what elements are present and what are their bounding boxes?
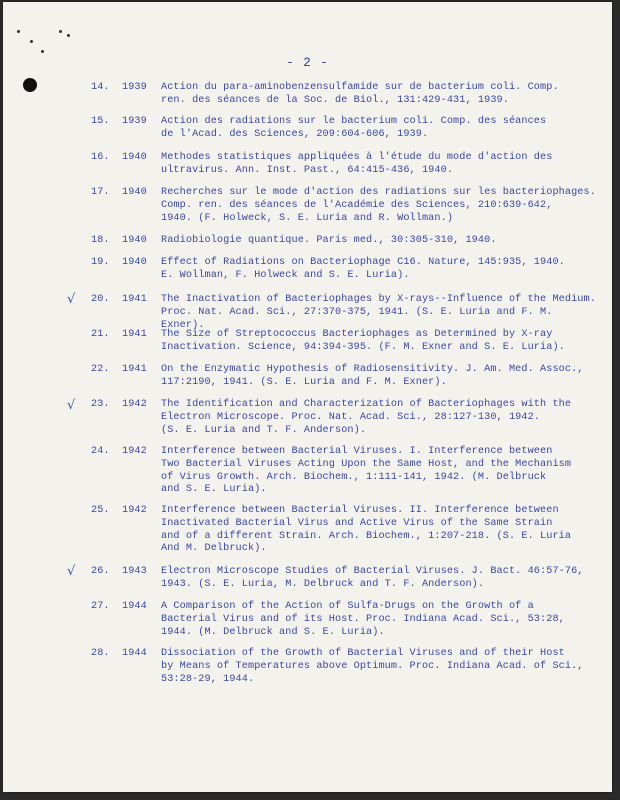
document-page: [3, 2, 612, 792]
entry-text: Dissociation of the Growth of Bacterial Viruses and of their Host by Means of Temperatures above Optimum. Proc. Indiana Acad. of Sci., 53:28-29, 1944.: [161, 648, 584, 685]
entry-number: 27.: [91, 601, 110, 612]
check-mark-icon: √: [67, 398, 76, 413]
speck: [30, 40, 33, 43]
entry-text: Electron Microscope Studies of Bacterial Viruses. J. Bact. 46:57-76, 1943. (S. E. Luria, M. Delbruck and T. F. Anderson).: [161, 566, 584, 590]
entry-year: 1944: [122, 648, 147, 659]
entry-number: 21.: [91, 329, 110, 340]
entry-number: 17.: [91, 187, 110, 198]
speck: [67, 34, 70, 37]
entry-text: Methodes statistiques appliquées à l'étude du mode d'action des ultravirus. Ann. Inst. Past., 64:415-436, 1940.: [161, 152, 553, 176]
entry-number: 18.: [91, 235, 110, 246]
entry-text: Interference between Bacterial Viruses. I. Interference between Two Bacterial Viruses Acting Upon the Same Host, and the Mechanism of Virus Growth. Arch. Biochem., 1:111-141, 1942. (M. Delbruck and S. E. Luria).: [161, 446, 572, 496]
entry-text: The Inactivation of Bacteriophages by X-rays--Influence of the Medium. Proc. Nat. Acad. Sci., 27:370-375, 1941. (S. E. Luria and F. M. Exner).: [161, 294, 596, 331]
entry-number: 14.: [91, 82, 110, 93]
entry-year: 1941: [122, 329, 147, 340]
check-mark-icon: √: [67, 564, 76, 579]
entry-year: 1941: [122, 364, 147, 375]
entry-year: 1942: [122, 399, 147, 410]
entry-text: Effect of Radiations on Bacteriophage C16. Nature, 145:935, 1940. E. Wollman, F. Holweck and S. E. Luria).: [161, 257, 565, 281]
punch-hole: [23, 78, 37, 92]
entry-year: 1940: [122, 257, 147, 268]
entry-text: Action des radiations sur le bacterium coli. Comp. des séances de l'Acad. des Sciences, 209:604-606, 1939.: [161, 116, 547, 140]
entry-number: 16.: [91, 152, 110, 163]
entry-number: 26.: [91, 566, 110, 577]
speck: [59, 30, 62, 33]
entry-year: 1939: [122, 116, 147, 127]
entry-year: 1944: [122, 601, 147, 612]
speck: [17, 30, 20, 33]
entry-number: 22.: [91, 364, 110, 375]
entry-number: 24.: [91, 446, 110, 457]
entry-year: 1942: [122, 505, 147, 516]
entry-text: The Identification and Characterization of Bacteriophages with the Electron Microscope. Proc. Nat. Acad. Sci., 28:127-130, 1942. (S. E. Luria and T. F. Anderson).: [161, 399, 572, 436]
check-mark-icon: √: [67, 292, 76, 307]
entry-number: 28.: [91, 648, 110, 659]
entry-text: Recherches sur le mode d'action des radiations sur les bacteriophages. Comp. ren. des séances de l'Académie des Sciences, 210:639-642, 1940. (F. Holweck, S. E. Luria and R. Wollman.): [161, 187, 596, 224]
entry-number: 15.: [91, 116, 110, 127]
entry-text: On the Enzymatic Hypothesis of Radiosensitivity. J. Am. Med. Assoc., 117:2190, 1941. (S. E. Luria and F. M. Exner).: [161, 364, 584, 388]
entry-number: 19.: [91, 257, 110, 268]
entry-year: 1940: [122, 235, 147, 246]
entry-number: 25.: [91, 505, 110, 516]
entry-year: 1941: [122, 294, 147, 305]
entry-year: 1940: [122, 152, 147, 163]
entry-year: 1939: [122, 82, 147, 93]
entry-year: 1940: [122, 187, 147, 198]
entry-number: 23.: [91, 399, 110, 410]
entry-text: Action du para-aminobenzensulfamide sur de bacterium coli. Comp. ren. des séances de la Soc. de Biol., 131:429-431, 1939.: [161, 82, 559, 106]
entry-text: A Comparison of the Action of Sulfa-Drugs on the Growth of a Bacterial Virus and of its Host. Proc. Indiana Acad. Sci., 53:28, 1944. (M. Delbruck and S. E. Luria).: [161, 601, 565, 638]
entry-number: 20.: [91, 294, 110, 305]
speck: [41, 50, 44, 53]
entry-year: 1942: [122, 446, 147, 457]
entry-year: 1943: [122, 566, 147, 577]
entry-text: The Size of Streptococcus Bacteriophages as Determined by X-ray Inactivation. Science, 94:394-395. (F. M. Exner and S. E. Luria).: [161, 329, 565, 353]
entry-text: Radiobiologie quantique. Paris med., 30:305-310, 1940.: [161, 235, 497, 246]
page-number: - 2 -: [286, 56, 329, 70]
entry-text: Interference between Bacterial Viruses. II. Interference between Inactivated Bacterial Virus and Active Virus of the Same Strain and of a different Strain. Arch. Biochem., 1:207-218. (S. E. Luria And M. Delbruck).: [161, 505, 572, 555]
